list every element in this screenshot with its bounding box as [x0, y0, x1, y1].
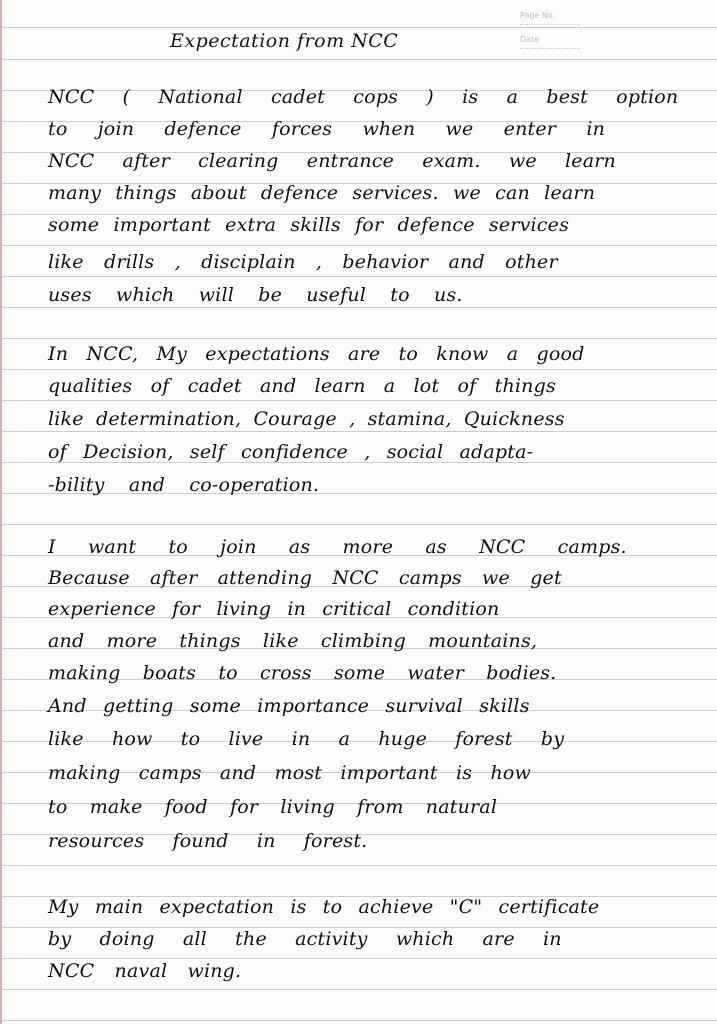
text-line: making camps and most important is how	[48, 762, 532, 784]
text-line: like how to live in a huge forest by	[48, 728, 565, 750]
text-line: NCC naval wing.	[48, 960, 242, 982]
text-line: by doing all the activity which are in	[48, 928, 562, 950]
text-line: And getting some importance survival skills	[48, 695, 530, 717]
text-line: and more things like climbing mountains,	[48, 630, 538, 652]
date-rule	[520, 48, 580, 49]
text-line: In NCC, My expectations are to know a good	[48, 343, 585, 365]
page-number-rule	[520, 24, 580, 25]
text-line: My main expectation is to achieve "C" certificate	[48, 896, 600, 918]
text-line: Because after attending NCC camps we get	[48, 567, 562, 589]
margin-line	[0, 0, 2, 1024]
text-line: of Decision, self confidence , social adapta-	[48, 441, 534, 463]
text-line: experience for living in critical condition	[48, 598, 500, 620]
text-line: NCC after clearing entrance exam. we learn	[48, 150, 616, 172]
text-line: to join defence forces when we enter in	[48, 118, 606, 140]
text-line: many things about defence services. we can learn	[48, 182, 596, 204]
text-line: to make food for living from natural	[48, 796, 498, 818]
text-line: NCC ( National cadet cops ) is a best option	[48, 86, 679, 108]
text-line: qualities of cadet and learn a lot of things	[48, 375, 556, 397]
text-line: -bility and co-operation.	[48, 474, 320, 496]
text-line: like determination, Courage , stamina, Quickness	[48, 408, 565, 430]
page-title: Expectation from NCC	[170, 30, 399, 52]
text-line: some important extra skills for defence services	[48, 214, 570, 236]
text-line: like drills , disciplain , behavior and other	[48, 251, 558, 273]
date-label: Date	[520, 35, 540, 44]
page-number-label: Page No.	[520, 11, 556, 20]
page-number-date-box	[520, 6, 580, 50]
text-line: uses which will be useful to us.	[48, 284, 463, 306]
text-line: resources found in forest.	[48, 830, 368, 852]
text-line: I want to join as more as NCC camps.	[48, 536, 627, 558]
text-line: making boats to cross some water bodies.	[48, 662, 557, 684]
